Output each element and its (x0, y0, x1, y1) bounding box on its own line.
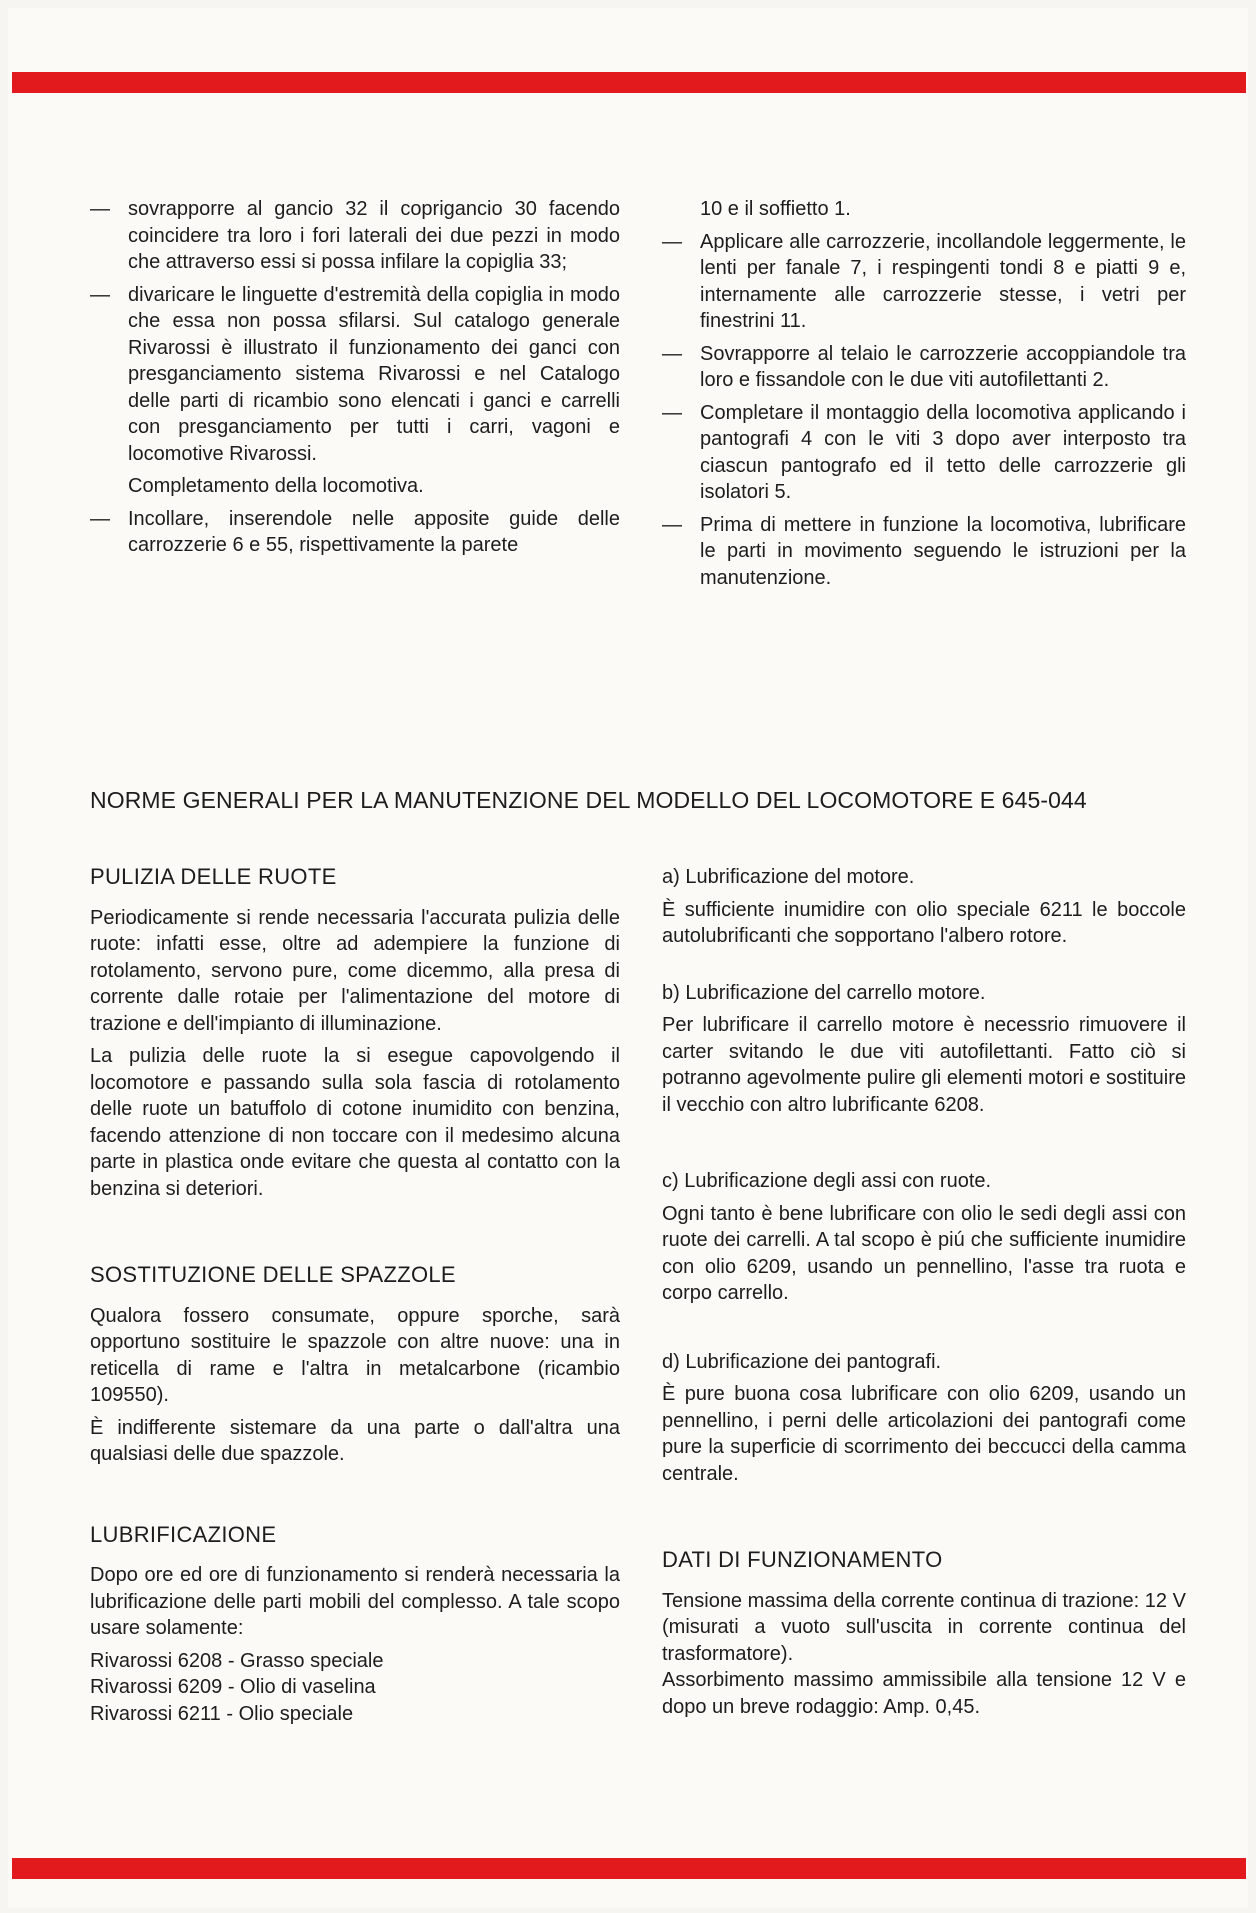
brushes-paragraph: È indifferente sistemare da una parte o dall'altra una qualsiasi delle due spazzole. (90, 1416, 620, 1465)
axles-subtitle: c) Lubrificazione degli assi con ruote. (662, 1170, 992, 1192)
bottom-red-band (12, 1858, 1246, 1879)
maintenance-heading: NORME GENERALI PER LA MANUTENZIONE DEL MODELLO DEL LOCOMOTORE E 645-044 (90, 787, 1087, 813)
bogie-subtitle: b) Lubrificazione del carrello motore. (662, 981, 986, 1004)
assembly-continuation: 10 e il soffietto 1. (700, 198, 851, 220)
assembly-step: — Sovrapporre al telaio le carrozzerie accoppiandole tra loro e fissandole con le due viti autofilettanti 2. (662, 341, 1186, 394)
bogie-paragraph: Per lubrificare il carrello motore è necessrio rimuovere il carter svitando le due viti autofilettanti. Fatto ciò si potranno agevolmente pulire gli elementi motori e sostituire il vecchio con altro lubrificante 6208. (662, 1014, 1186, 1116)
lubrication-section-title: LUBRIFICAZIONE (90, 1521, 277, 1547)
brushes-section-title: SOSTITUZIONE DELLE SPAZZOLE (90, 1262, 456, 1287)
wheels-section-title: PULIZIA DELLE RUOTE (90, 864, 337, 889)
motor-paragraph: È sufficiente inumidire con olio speciale 6211 le boccole autolubrificanti che sopportano l'albero rotore. (662, 898, 1186, 947)
assembly-step: — Applicare alle carrozzerie, incollandole leggermente, le lenti per fanale 7, i respingenti tondi 8 e piatti 9 e, internamente alle carrozzerie stesse, i vetri per finestrini 11. (662, 229, 1186, 335)
maintenance-right-column (662, 864, 1186, 1726)
list-item: Rivarossi 6211 - Olio speciale (90, 1702, 354, 1725)
wheels-paragraph: Periodicamente si rende necessaria l'accurata pulizia delle ruote: infatti esse, oltre ad adempiere la funzione di rotolamento, servono pure, come dicemmo, alla presa di corrente dalle rotaie per l'alimentazione del motore di trazione e dell'impianto di illuminazione. (90, 906, 620, 1035)
operating-paragraph: Tensione massima della corrente continua di trazione: 12 V (misurati a vuoto sull'uscita in corrente continua del trasformatore). (662, 1589, 1186, 1665)
assembly-step: — divaricare le linguette d'estremità della copiglia in modo che essa non possa sfilarsi. Sul catalogo generale Rivarossi è illustrato il funzionamento dei ganci con presganciamento sistema Rivarossi e nel Catalogo delle parti di ricambio sono elencati i ganci e carrelli con presganciamento per tutti i carri, vagoni e locomotive Rivarossi. (90, 282, 620, 468)
list-item: Rivarossi 6208 - Grasso speciale (90, 1649, 384, 1672)
operating-paragraph: Assorbimento massimo ammissibile alla tensione 12 V e dopo un breve rodaggio: Amp. 0,45. (662, 1669, 1186, 1718)
motor-subtitle: a) Lubrificazione del motore. (662, 866, 915, 888)
axles-paragraph: Ogni tanto è bene lubrificare con olio le sedi degli assi con ruote dei carrelli. A tal scopo è piú che sufficiente inumidire con olio 6209, usando un pennellino, l'asse tra ruota e corpo carrello. (662, 1202, 1186, 1304)
assembly-step: — Incollare, inserendole nelle apposite guide delle carrozzerie 6 e 55, rispettivamente la parete (90, 506, 620, 559)
completion-heading: Completamento della locomotiva. (128, 475, 424, 497)
assembly-left-column (90, 196, 620, 565)
top-red-band (12, 72, 1246, 93)
pantographs-subtitle: d) Lubrificazione dei pantografi. (662, 1350, 942, 1373)
list-item: Rivarossi 6209 - Olio di vaselina (90, 1676, 376, 1698)
assembly-step: — Completare il montaggio della locomotiva applicando i pantografi 4 con le viti 3 dopo aver interposto tra ciascun pantografo ed il tetto delle carrozzerie gli isolatori 5. (662, 400, 1186, 506)
lubricant-list (90, 1648, 620, 1728)
assembly-step: — Prima di mettere in funzione la locomotiva, lubrificare le parti in movimento seguendo le istruzioni per la manutenzione. (662, 512, 1186, 592)
lubrication-paragraph: Dopo ore ed ore di funzionamento si renderà necessaria la lubrificazione delle parti mobili del complesso. A tale scopo usare solamente: (90, 1564, 620, 1639)
assembly-step: — sovrapporre al gancio 32 il coprigancio 30 facendo coincidere tra loro i fori laterali dei due pezzi in modo che attraverso essi si possa infilare la copiglia 33; (90, 196, 620, 276)
pantographs-paragraph: È pure buona cosa lubrificare con olio 6209, usando un pennellino, i perni delle articolazioni dei pantografi come pure la superficie di scorrimento dei beccucci della camma centrale. (662, 1383, 1186, 1485)
operating-section-title: DATI DI FUNZIONAMENTO (662, 1547, 943, 1572)
maintenance-left-column (90, 864, 620, 1727)
brushes-paragraph: Qualora fossero consumate, oppure sporche, sarà opportuno sostituire le spazzole con altre nuove: una in reticella di rame e l'altra in metalcarbone (ricambio 109550). (90, 1304, 620, 1406)
wheels-paragraph: La pulizia delle ruote la si esegue capovolgendo il locomotore e passando sulla sola fascia di rotolamento delle ruote un batuffolo di cotone inumidito con benzina, facendo attenzione di non toccare con il medesimo alcuna parte in plastica onde evitare che questa al contatto con la benzina si deteriori. (90, 1045, 620, 1200)
assembly-right-column (662, 196, 1186, 597)
